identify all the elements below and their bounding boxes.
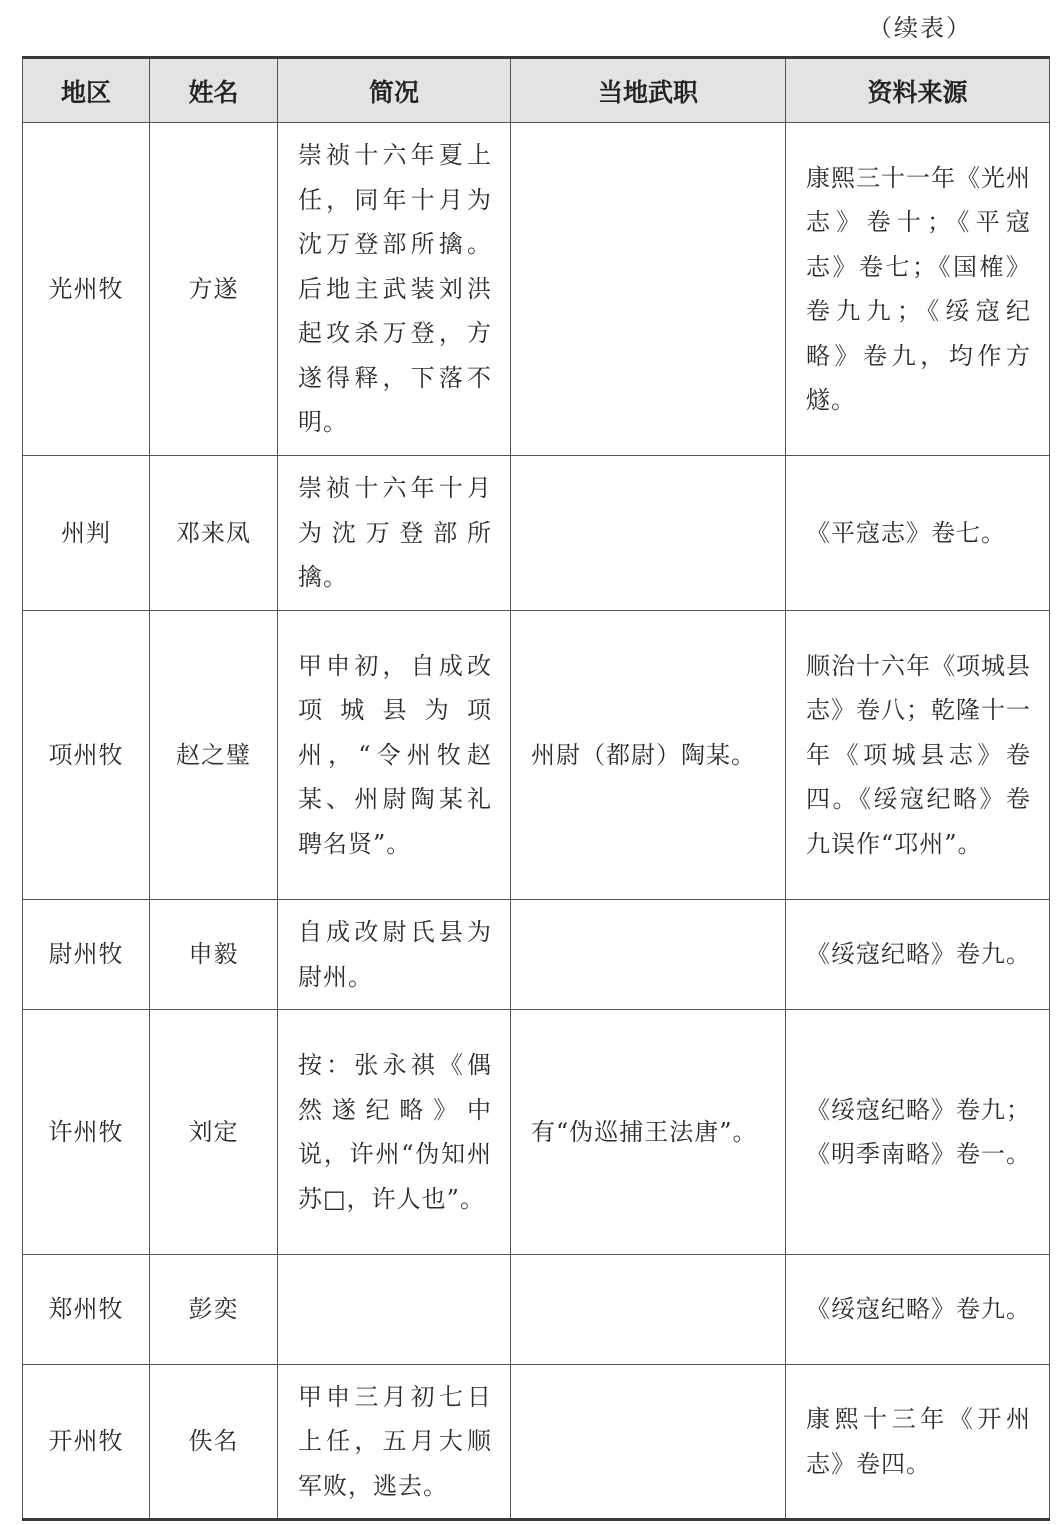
cell-name: 赵之璧 — [150, 611, 278, 900]
cell-military: 州尉（都尉）陶某。 — [511, 611, 786, 900]
cell-name: 刘定 — [150, 1010, 278, 1255]
cell-summary: 甲申初，自成改项城县为项州，“令州牧赵某、州尉陶某礼聘名贤”。 — [278, 611, 511, 900]
cell-name: 彭奕 — [150, 1255, 278, 1365]
cell-region: 项州牧 — [23, 611, 150, 900]
cell-summary: 崇祯十六年十月为沈万登部所擒。 — [278, 456, 511, 611]
cell-summary: 甲申三月初七日上任，五月大顺军败，逃去。 — [278, 1365, 511, 1520]
cell-region: 郑州牧 — [23, 1255, 150, 1365]
table-row — [23, 123, 1050, 456]
cell-military: 有“伪巡捕王法唐”。 — [511, 1010, 786, 1255]
cell-source: 顺治十六年《项城县志》卷八；乾隆十一年《项城县志》卷四。《绥寇纪略》卷九误作“邛州”。 — [786, 611, 1050, 900]
cell-summary — [278, 1255, 511, 1365]
cell-source: 《平寇志》卷七。 — [786, 456, 1050, 611]
cell-military — [511, 456, 786, 611]
cell-source: 康熙十三年《开州志》卷四。 — [786, 1365, 1050, 1520]
cell-name: 邓来凤 — [150, 456, 278, 611]
table-row — [23, 900, 1050, 1010]
cell-source: 《绥寇纪略》卷九；《明季南略》卷一。 — [786, 1010, 1050, 1255]
cell-name: 方遂 — [150, 123, 278, 456]
table-row — [23, 1010, 1050, 1255]
continued-table-label: （续表） — [868, 14, 972, 42]
cell-summary: 崇祯十六年夏上任，同年十月为沈万登部所擒。后地主武装刘洪起攻杀万登，方遂得释，下落不明。 — [278, 123, 511, 456]
officials-table — [22, 56, 1050, 1521]
table-header-row — [23, 58, 1050, 123]
cell-source: 《绥寇纪略》卷九。 — [786, 1255, 1050, 1365]
cell-region: 尉州牧 — [23, 900, 150, 1010]
cell-name: 佚名 — [150, 1365, 278, 1520]
cell-region: 许州牧 — [23, 1010, 150, 1255]
table-row — [23, 1365, 1050, 1520]
table-row — [23, 1255, 1050, 1365]
cell-name: 申毅 — [150, 900, 278, 1010]
column-header-source: 资料来源 — [786, 58, 1050, 123]
cell-source: 《绥寇纪略》卷九。 — [786, 900, 1050, 1010]
cell-military — [511, 900, 786, 1010]
table-row — [23, 456, 1050, 611]
column-header-military: 当地武职 — [511, 58, 786, 123]
column-header-region: 地区 — [23, 58, 150, 123]
cell-region: 州判 — [23, 456, 150, 611]
cell-region: 开州牧 — [23, 1365, 150, 1520]
column-header-name: 姓名 — [150, 58, 278, 123]
cell-summary: 按：张永祺《偶然遂纪略》中说，许州“伪知州苏□，许人也”。 — [278, 1010, 511, 1255]
cell-region: 光州牧 — [23, 123, 150, 456]
column-header-summary: 简况 — [278, 58, 511, 123]
cell-military — [511, 1365, 786, 1520]
table-row — [23, 611, 1050, 900]
cell-source: 康熙三十一年《光州志》卷十；《平寇志》卷七；《国榷》卷九九；《绥寇纪略》卷九，均作方燧。 — [786, 123, 1050, 456]
cell-summary: 自成改尉氏县为尉州。 — [278, 900, 511, 1010]
cell-military — [511, 123, 786, 456]
cell-military — [511, 1255, 786, 1365]
